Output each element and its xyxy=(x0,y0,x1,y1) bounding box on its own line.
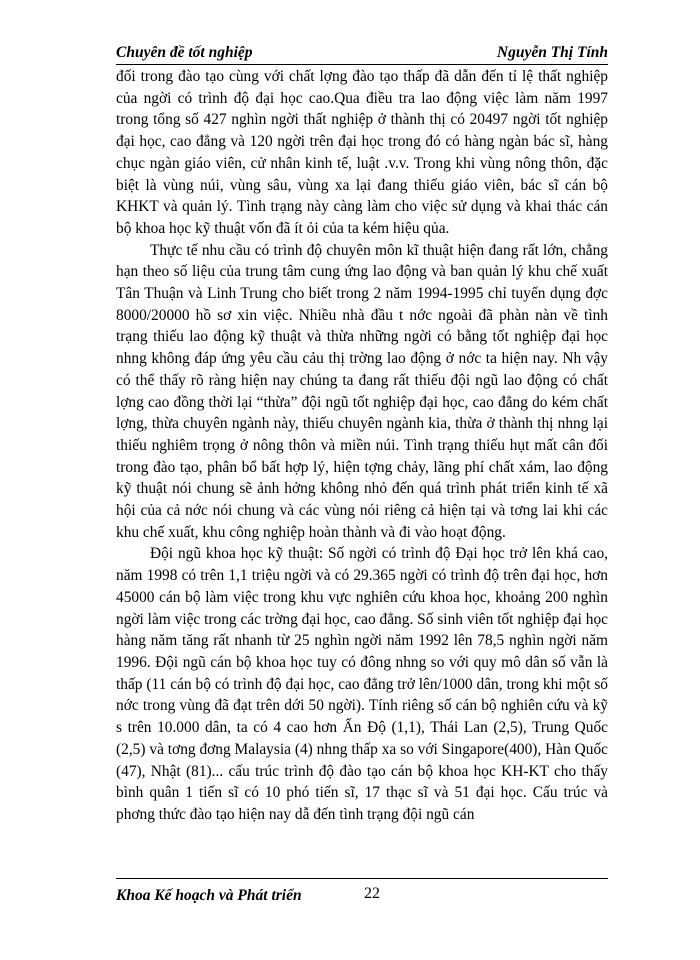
paragraph-3: Đội ngũ khoa học kỹ thuật: Số ngời có trình độ Đại học trở lên khá cao, năm 1998 có trên 1,1 triệu ngời và có 29.365 ngời có trình độ trên đại học, hơn 45000 cán bộ làm việc trong khu vực nghiên cứu khoa học, khoảng 200 nghìn ngời làm việc trong các trờng đại học, cao đẳng. Số sinh viên tốt nghiệp đại học hàng năm tăng rất nhanh từ 25 nghìn ngời năm 1992 lên 78,5 nghìn ngời năm 1996. Đội ngũ cán bộ khoa học tuy có đông nhng so với quy mô dân số vẫn là thấp (11 cán bộ có trình độ đại học, cao đẳng trở lên/1000 dân, trong khi một số nớc trong vùng đã đạt trên dới 50 ngời). Tính riêng số cán bộ nghiên cứu và kỹ s trên 10.000 dân, ta có 4 cao hơn Ấn Độ (1,1), Thái Lan (2,5), Trung Quốc (2,5) và tơng đơng Malaysia (4) nhng thấp xa so với Singapore(400), Hàn Quốc (47), Nhật (81)... cấu trúc trình độ đào tạo cán bộ khoa học KH-KT cho thấy bình quân 1 tiến sĩ có 10 phó tiến sĩ, 17 thạc sĩ và 51 đại học. Cấu trúc và phơng thức đào tạo hiện nay dẫ đến tình trạng đội ngũ cán xyxy=(116,545,608,823)
paragraph-2: Thực tế nhu cầu có trình độ chuyên môn kĩ thuật hiện đang rất lớn, chẳng hạn theo số liệu của trung tâm cung ứng lao động và ban quản lý khu chế xuất Tân Thuận và Linh Trung cho biết trong 2 năm 1994-1995 chỉ tuyển dụng đợc 8000/20000 hồ sơ xin việc. Nhiều nhà đầu t nớc ngoài đã phàn nàn về tình trạng thiếu lao động kỹ thuật và thừa những ngời có bằng tốt nghiệp đại học nhng không đáp ứng yêu cầu cảu thị trờng lao động ở nớc ta hiện nay. Nh vậy có thể thấy rõ ràng hiện nay chúng ta đang rất thiếu đội ngũ lao động có chất lợng cao đồng thời lại “thừa” đội ngũ tốt nghiệp đại học, cao đẳng do kém chất lợng, thừa chuyên ngành này, thiếu chuyên ngành kia, thừa ở thành thị nhng lại thiếu nghiêm trọng ở nông thôn và miền núi. Tình trạng thiếu hụt mất cân đối trong đào tạo, phân bổ bất hợp lý, hiện tợng chảy, lãng phí chất xám, lao động kỹ thuật nói chung sẽ ảnh hởng không nhỏ đến quá trình phát triển kinh tế xã hội của cả nớc nói chung và các vùng nói riêng cả hiện tại và tơng lai khi các khu chế xuất, khu công nghiệp hoàn thành và đi vào hoạt động. xyxy=(116,241,608,541)
paragraph-1: đối trong đào tạo cùng với chất lợng đào tạo thấp đã dẫn đến tỉ lệ thất nghiệp của ngời có trình độ đại học cao.Qua điều tra lao động việc làm năm 1997 trong tổng số 427 nghìn ngời thất nghiệp ở thành thị có 20497 ngời tốt nghiệp đại học, cao đẳng và 120 ngời trên đại học trong đó có hàng ngàn bác sĩ, hàng chục ngàn giáo viên, cử nhân kinh tế, luật .v.v. Trong khi vùng nông thôn, đặc biệt là vùng núi, vùng sâu, vùng xa lại đang thiếu giáo viên, bác sĩ cán bộ KHKT và quản lý. Tình trạng này càng làm cho việc sử dụng và khai thác cán bộ khoa học kỹ thuật vốn đã ít ỏi của ta kém hiệu qủa. xyxy=(116,68,608,237)
page-header xyxy=(116,40,608,65)
department-name: Khoa Kế hoạch và Phát triển xyxy=(116,887,302,904)
author-name: Nguyễn Thị Tính xyxy=(496,44,608,61)
page-footer xyxy=(116,878,608,905)
document-title: Chuyên đề tốt nghiệp xyxy=(116,44,253,61)
body-text xyxy=(116,66,608,826)
page-number: 22 xyxy=(364,885,380,902)
